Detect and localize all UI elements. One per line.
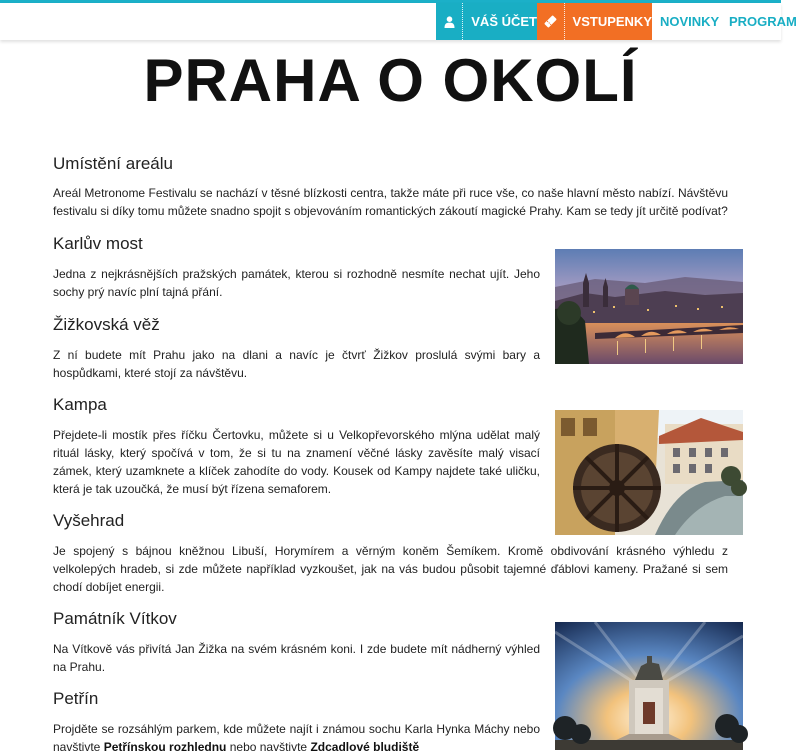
section-heading-location: Umístění areálu	[53, 154, 173, 173]
section-heading-kampa: Kampa	[53, 395, 107, 414]
section-heading-vysehrad: Vyšehrad	[53, 511, 125, 530]
section-heading-zizkov-tower: Žižkovská věž	[53, 315, 160, 334]
nav-news-link[interactable]: NOVINKY	[660, 14, 720, 29]
section-heading-vitkov: Památník Vítkov	[53, 609, 177, 628]
tickets-button[interactable]	[537, 3, 652, 40]
section-text-kampa: Přejdete-li mostík přes říčku Čertovku, můžete si u Velkopřevorského mlýna udělat malý rituál lásky, který spočívá v tom, že si tu na znamení věčné lásky zavěsíte malý visací zámek, který uzamknete a klíček zahodíte do vody. Kousek od Kampy najdete také uličku, která je tak uzoučká, že musí být řízena semaforem.	[53, 428, 540, 496]
section-heading-charles-bridge: Karlův most	[53, 234, 143, 253]
account-label: VÁŠ ÚČET	[471, 14, 537, 29]
petrin-lookout-link[interactable]: Petřínskou rozhlednu	[103, 740, 227, 754]
vitkov-memorial-photo	[555, 622, 743, 750]
section-text-petrin	[53, 720, 540, 756]
account-button[interactable]	[436, 3, 537, 40]
section-heading-petrin: Petřín	[53, 689, 99, 708]
tickets-label: VSTUPENKY	[572, 14, 652, 29]
top-navbar	[0, 3, 797, 40]
nav-program-link[interactable]: PROGRAM	[729, 14, 797, 29]
page-title: PRAHA O OKOLÍ	[143, 47, 638, 114]
section-text-vitkov: Na Vítkově vás přivítá Jan Žižka na svém krásném koni. I zde budete mít nádherný výhled na Prahu.	[53, 642, 540, 674]
charles-bridge-photo	[555, 249, 743, 364]
kampa-mill-photo	[555, 410, 743, 535]
mirror-maze-link[interactable]: Zdcadlové bludiště	[310, 740, 420, 754]
ticket-icon	[537, 3, 565, 40]
section-text-zizkov-tower: Z ní budete mít Prahu jako na dlani a navíc je čtvrť Žižkov proslulá svými bary a hospůdkami, které stojí za návštěvu.	[53, 348, 540, 380]
section-text-vysehrad: Je spojený s bájnou kněžnou Libuší, Horymírem a věrným koněm Šemíkem. Kromě obdivování krásného výhledu z velkolepých hradeb, si zde můžete například vyzkoušet, jak na vás budou působit tajemné ďáblovi kameny. Pražané si sem chodí dobíjet energii.	[53, 544, 728, 594]
petrin-text-middle: nebo navštivte	[226, 740, 311, 754]
user-icon	[436, 3, 463, 40]
section-text-charles-bridge: Jedna z nejkrásnějších pražských památek, kterou si rozhodně nesmíte nechat ujít. Jeho sochy prý navíc plní tajná přání.	[53, 267, 540, 299]
petrin-text-before: Projděte se rozsáhlým parkem, kde můžete najít i známou sochu Karla Hynka Máchy nebo navštivte	[53, 722, 540, 754]
section-text-location: Areál Metronome Festivalu se nachází v těsné blízkosti centra, takže máte při ruce vše, co naše hlavní město nabízí. Návštěvu festivalu si díky tomu můžete snadno spojit s objevováním romantických zákoutí magické Prahy. Kam se tedy jít určitě podívat?	[53, 186, 728, 218]
